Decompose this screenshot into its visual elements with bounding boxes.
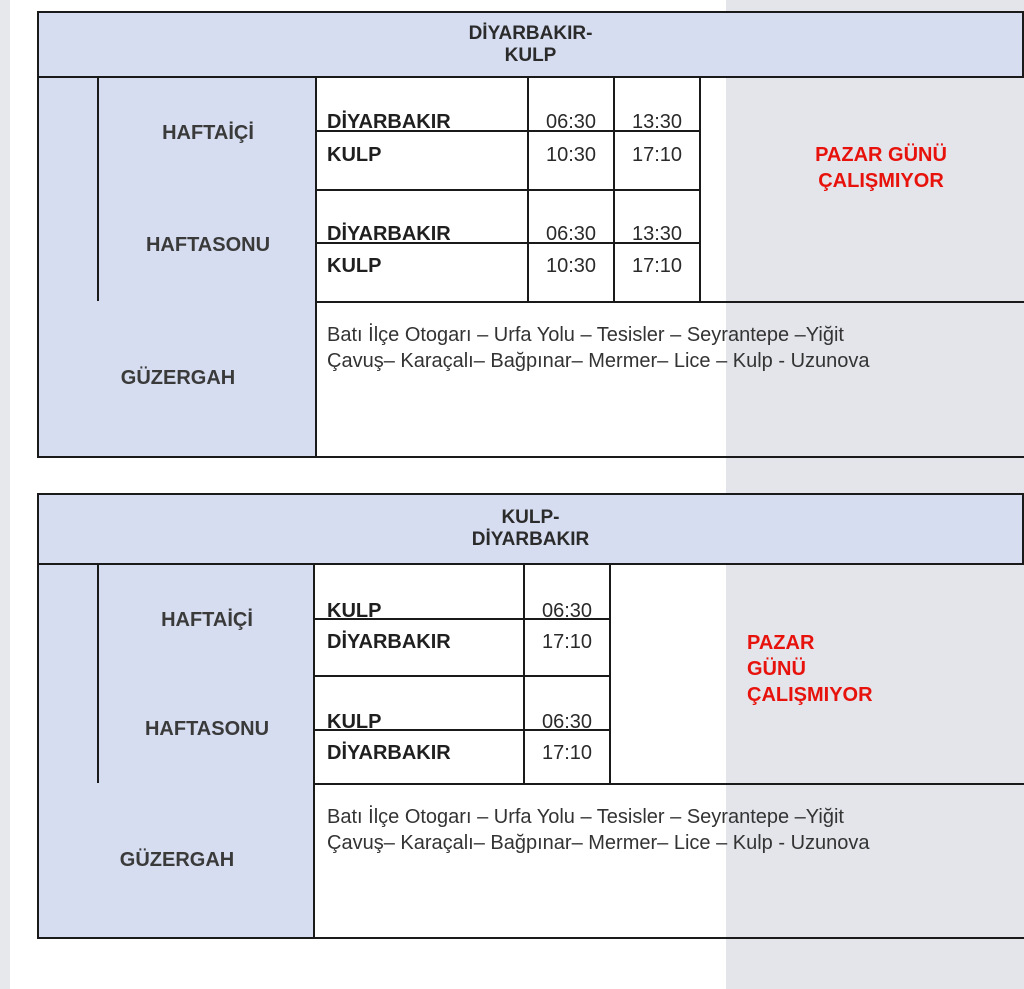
table-title: KULP- DİYARBAKIR [37,493,1024,565]
weekend-from-time: 06:30 [541,711,593,733]
weekend-to-time-2: 17:10 [631,255,683,277]
weekday-label: HAFTAİÇİ [97,78,317,191]
table-title: DİYARBAKIR- KULP [37,11,1024,78]
weekend-label: HAFTASONU [97,189,317,303]
route-top-border [315,301,1024,303]
weekday-to-time-1: 10:30 [545,144,597,166]
left-spacer-cell [37,565,99,785]
weekend-to-time: 17:10 [541,742,593,764]
route-text [327,322,1017,374]
route-line-1: Batı İlçe Otogarı – Urfa Yolu – Tesisler – Seyrantepe –Yiğit [327,324,844,346]
weekend-from-stop: DİYARBAKIR [327,223,451,245]
sunday-not-operating-note: PAZAR GÜNÜ ÇALIŞMIYOR [815,144,947,192]
route-top-border [313,783,1024,785]
weekday-from-stop: KULP [327,600,382,622]
weekday-from-time-1: 06:30 [545,111,597,133]
grid-divider [313,675,611,677]
weekday-from-stop: DİYARBAKIR [327,111,451,133]
weekday-to-stop: DİYARBAKIR [327,631,451,653]
weekday-from-time-2: 13:30 [631,111,683,133]
schedule-table-kulp-diyarbakir [37,493,1024,939]
weekday-to-time-2: 17:10 [631,144,683,166]
route-label: GÜZERGAH [37,301,317,458]
weekend-from-time-2: 13:30 [631,223,683,245]
weekday-label: HAFTAİÇİ [97,565,315,677]
grid-divider [315,189,701,191]
weekend-to-stop: KULP [327,255,382,277]
weekend-label: HAFTASONU [97,675,315,785]
weekend-to-time-1: 10:30 [545,255,597,277]
route-text [327,804,1017,856]
weekday-to-stop: KULP [327,144,382,166]
schedule-table-diyarbakir-kulp [37,11,1024,458]
table-bottom-border [37,937,1024,939]
left-margin-strip [0,0,10,989]
route-line-1: Batı İlçe Otogarı – Urfa Yolu – Tesisler – Seyrantepe –Yiğit [327,806,844,828]
left-spacer-cell [37,78,99,303]
route-divider [315,301,317,458]
weekday-to-time: 17:10 [541,631,593,653]
route-label: GÜZERGAH [37,783,315,939]
table-bottom-border [37,456,1024,458]
route-line-2: Çavuş– Karaçalı– Bağpınar– Mermer– Lice – Kulp - Uzunova [327,350,870,372]
weekday-from-time: 06:30 [541,600,593,622]
route-line-2: Çavuş– Karaçalı– Bağpınar– Mermer– Lice – Kulp - Uzunova [327,832,870,854]
weekend-to-stop: DİYARBAKIR [327,742,451,764]
route-divider [313,783,315,939]
sunday-not-operating-note: PAZAR GÜNÜ ÇALIŞMIYOR [747,632,873,706]
weekend-from-time-1: 06:30 [545,223,597,245]
weekend-from-stop: KULP [327,711,382,733]
